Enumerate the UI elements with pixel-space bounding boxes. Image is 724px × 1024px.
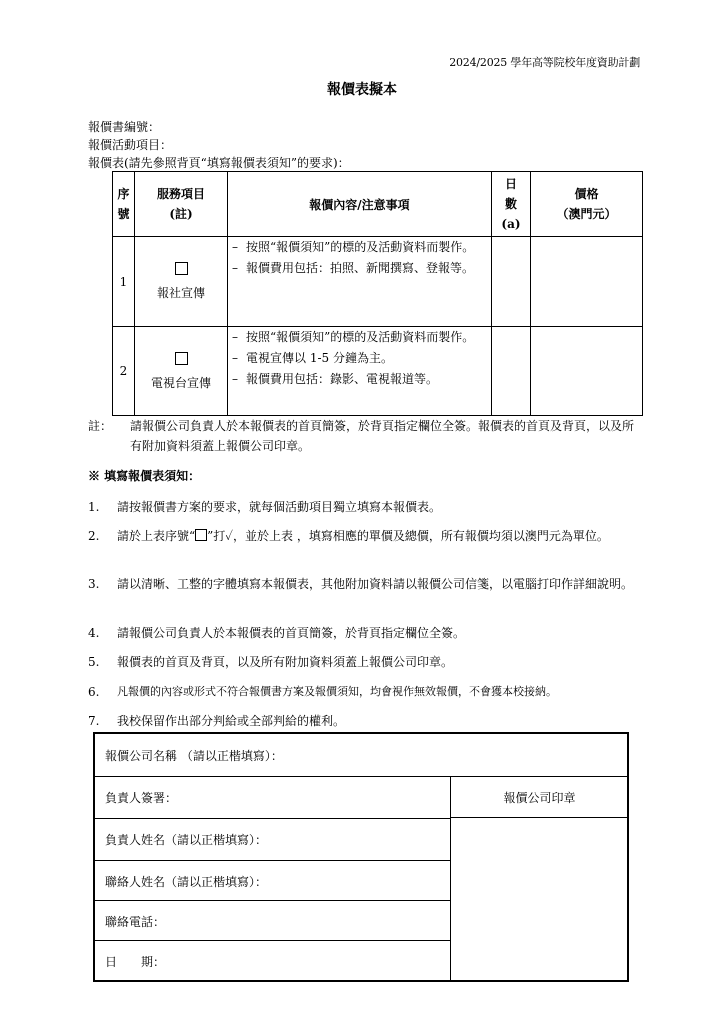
instruction-item: 7. 我校保留作出部分判給或全部判給的權利。 <box>88 714 346 728</box>
table-row <box>113 327 643 416</box>
instruction-item: 2. 請於上表序號“ ”打✓，並於上表 ，填寫相應的單價及總價，所有報價均須以澳門元為單位。 <box>88 529 609 543</box>
list-item: – 報價費用包括：錄影、電視報道等。 <box>232 372 439 386</box>
contact-name-field[interactable]: 聯絡人姓名（請以正楷填寫）： <box>95 860 450 902</box>
content-cell <box>228 327 492 416</box>
checkbox-symbol <box>195 529 207 541</box>
service-label: 電視台宣傳 <box>150 375 211 390</box>
instruction-item: 4. 請報價公司負責人於本報價表的首頁簡簽，於背頁指定欄位全簽。 <box>88 626 466 640</box>
service-label: 報社宣傳 <box>156 286 205 300</box>
list-item: – 按照“報價須知”的標的及活動資料而製作。 <box>232 240 475 254</box>
note-label: 註： <box>88 419 113 433</box>
company-name-field[interactable]: 報價公司名稱 （請以正楷填寫）： <box>105 748 283 763</box>
price-cell[interactable] <box>531 237 643 327</box>
page-title: 報價表擬本 <box>327 82 397 98</box>
document-header: 2024/2025 學年高等院校年度資助計劃 <box>449 56 640 69</box>
instruction-item: 3. 請以清晰、工整的字體填寫本報價表，其他附加資料請以報價公司信箋，以電腦打印作詳細說明。 <box>88 577 634 591</box>
list-item: – 報價費用包括：拍照、新聞撰寫、登報等。 <box>232 261 475 275</box>
phone-field[interactable]: 聯絡電話： <box>95 900 450 942</box>
signature-field[interactable]: 負責人簽署： <box>95 776 450 818</box>
row-number: 2 <box>113 327 135 416</box>
header-price: 價格 （澳門元） <box>531 172 643 237</box>
section-title: ※ 填寫報價表須知： <box>88 469 201 483</box>
content-cell <box>228 237 492 327</box>
date-field[interactable]: 日 期： <box>95 940 450 982</box>
table-header-row <box>113 172 643 237</box>
list-item: – 按照“報價須知”的標的及活動資料而製作。 <box>232 330 475 344</box>
service-cell <box>135 237 228 327</box>
divider <box>450 776 451 982</box>
list-item: – 電視宣傳以 1-5 分鐘為主。 <box>232 351 393 365</box>
checkbox[interactable] <box>175 352 188 365</box>
company-stamp-label: 報價公司印章 <box>450 776 629 818</box>
header-seq: 序 號 <box>113 172 135 237</box>
activity-label: 報價活動項目： <box>88 138 173 152</box>
person-name-field[interactable]: 負責人姓名（請以正楷填寫）： <box>95 818 450 860</box>
signature-box <box>93 732 629 982</box>
days-cell[interactable] <box>492 327 531 416</box>
table-row <box>113 237 643 327</box>
checkbox[interactable] <box>175 262 188 275</box>
note-text: 請報價公司負責人於本報價表的首頁簡簽，於背頁指定欄位全簽。報價表的首頁及背頁，以及所有附加資料須蓋上報價公司印章。 <box>130 419 635 453</box>
header-days: 日 數 (a) <box>492 172 531 237</box>
service-cell <box>135 327 228 416</box>
row-number: 1 <box>113 237 135 327</box>
quote-instruction: 報價表(請先參照背頁“填寫報價表須知”的要求)： <box>88 156 350 170</box>
header-service: 服務項目 (註) <box>135 172 228 237</box>
instruction-item: 1. 請按報價書方案的要求，就每個活動項目獨立填寫本報價表。 <box>88 500 442 514</box>
days-cell[interactable] <box>492 237 531 327</box>
table-note <box>88 416 644 456</box>
instruction-item: 5. 報價表的首頁及背頁，以及所有附加資料須蓋上報價公司印章。 <box>88 655 454 669</box>
quote-table <box>112 171 643 416</box>
price-cell[interactable] <box>531 327 643 416</box>
instruction-item: 6. 凡報價的內容或形式不符合報價書方案及報價須知，均會視作無效報價，不會獲本校接納。 <box>88 685 557 699</box>
header-content: 報價內容/注意事項 <box>228 172 492 237</box>
quote-number-label: 報價書編號： <box>88 120 161 134</box>
